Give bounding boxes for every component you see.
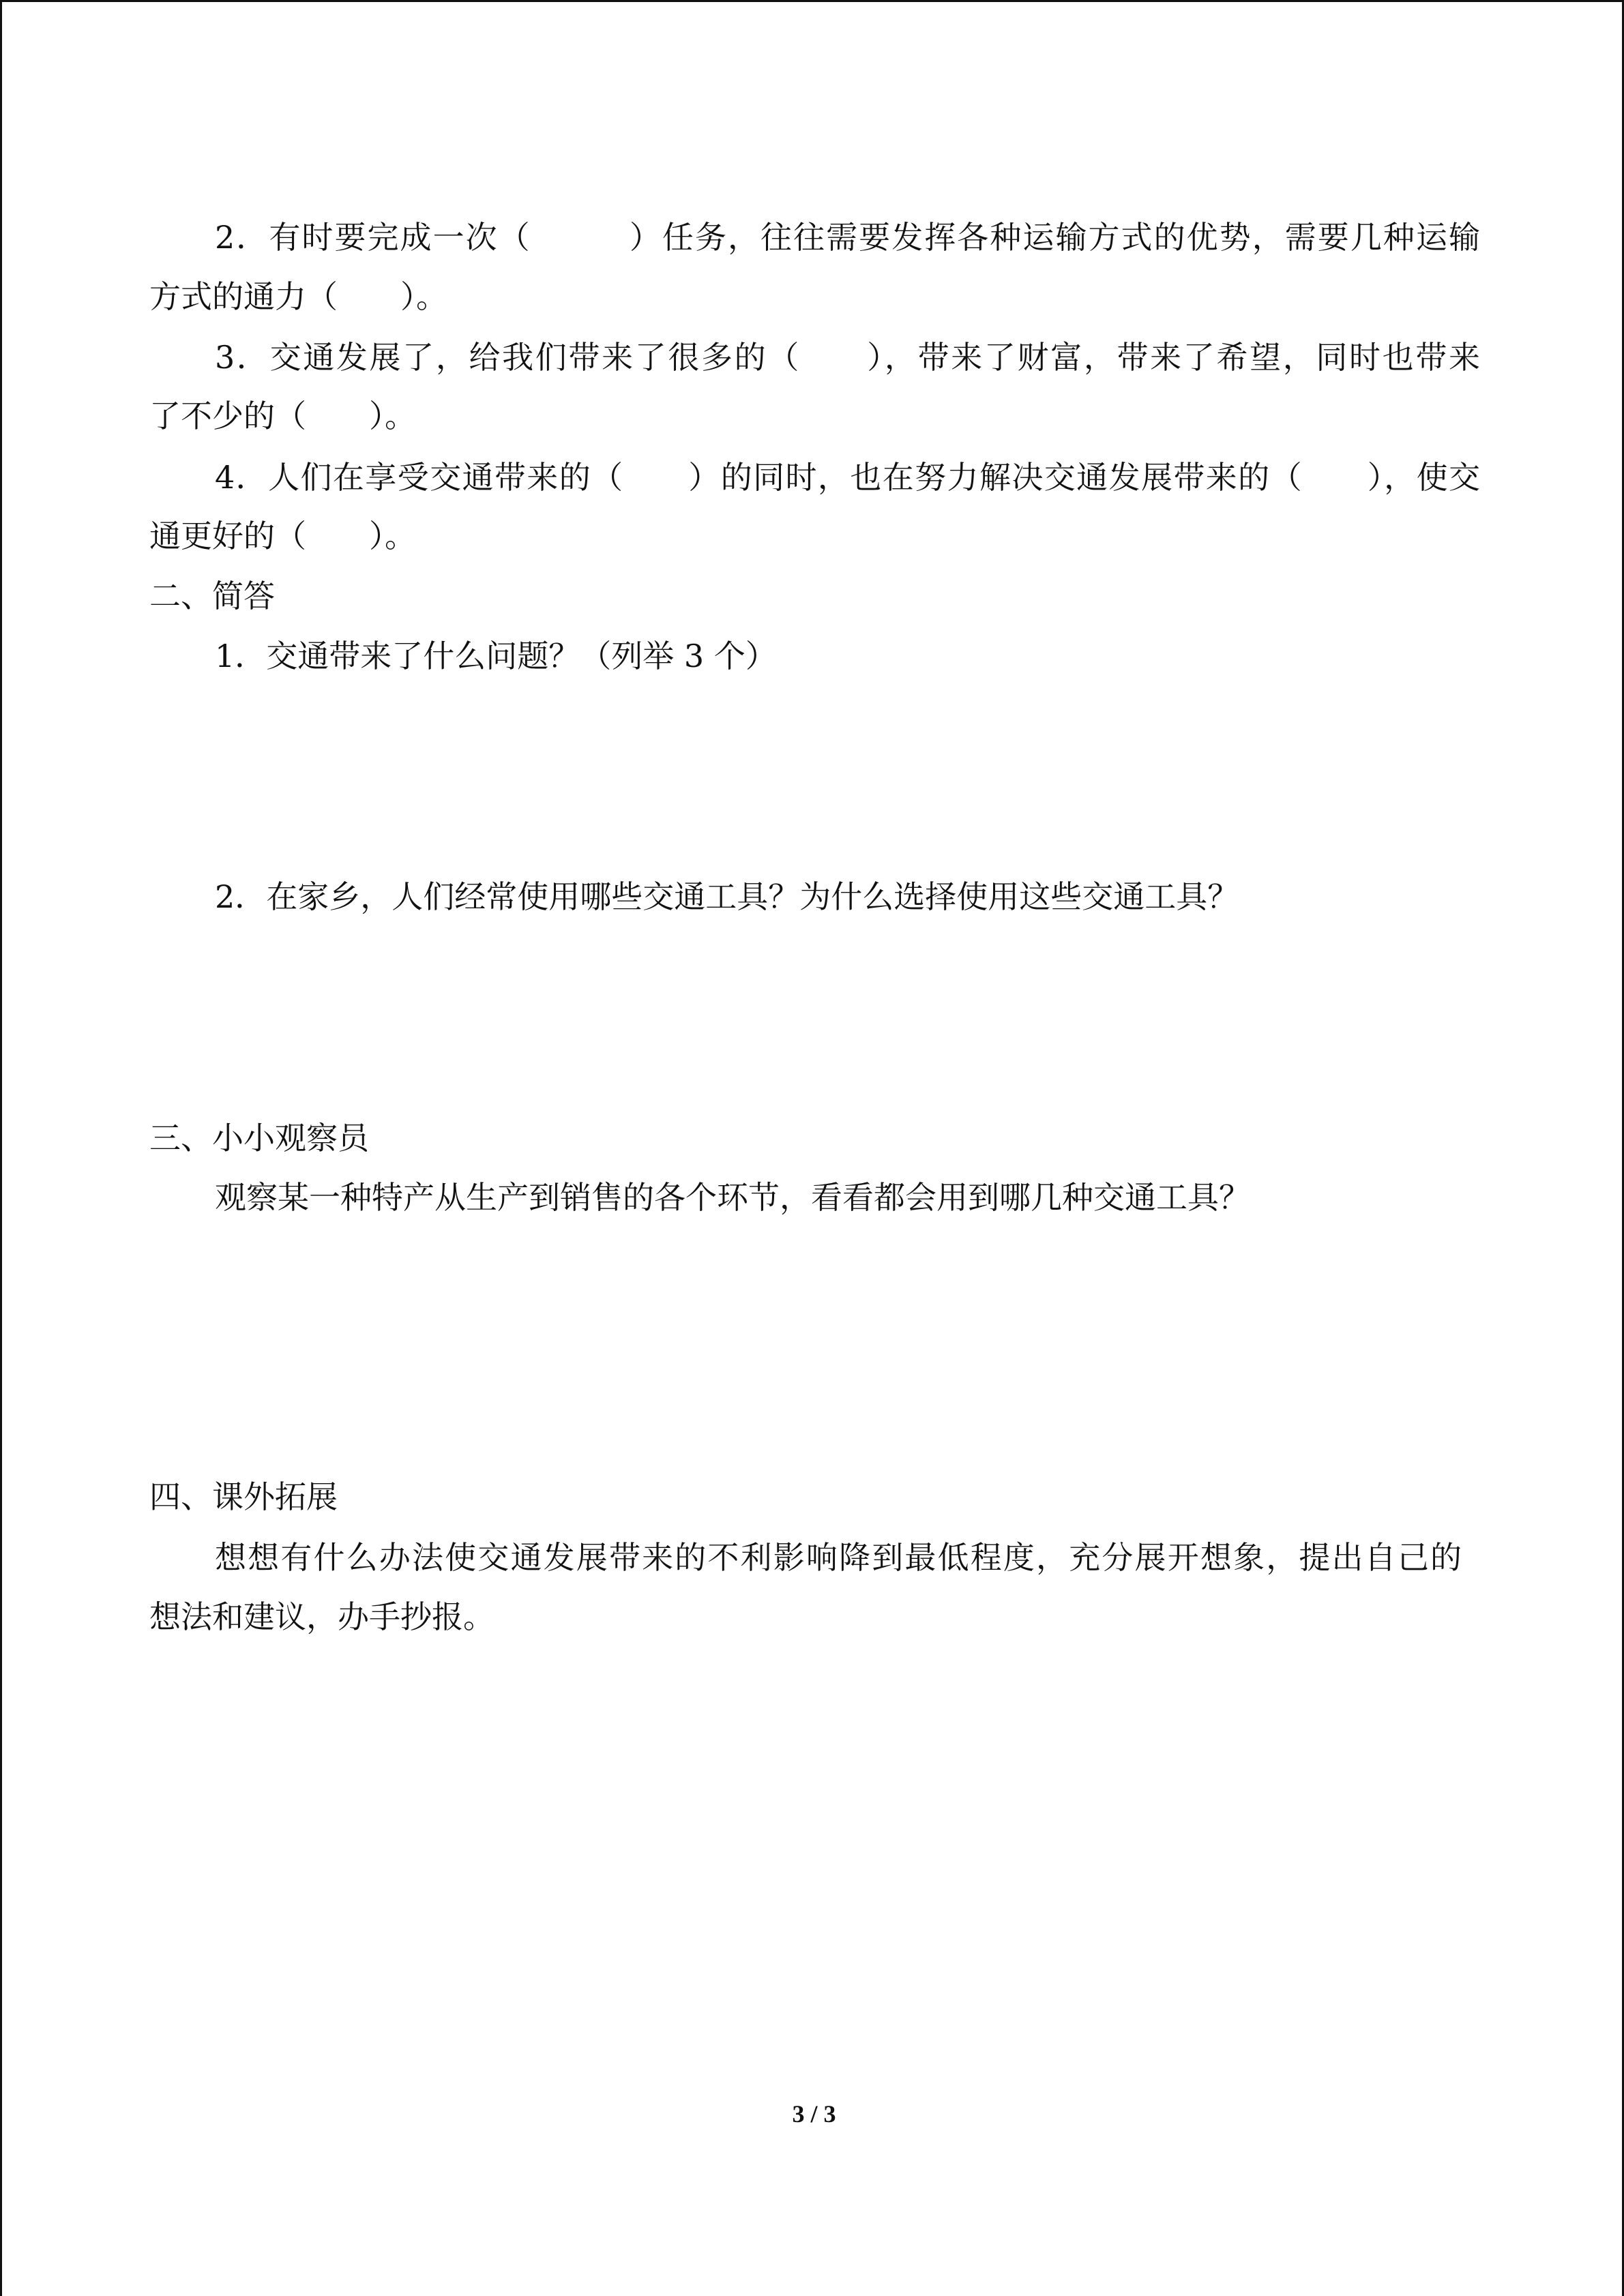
section-heading-short-answer: 二、简答 [149, 578, 275, 614]
fill-blank-q3-line2: 了不少的（ ）。 [149, 398, 416, 434]
fill-blank-q2-line1: 2．有时要完成一次（ ）任务，往往需要发挥各种运输方式的优势，需要几种运输 [215, 219, 1480, 256]
page-number: 3 / 3 [792, 2100, 836, 2128]
section-heading-extension: 四、课外拓展 [149, 1478, 338, 1515]
fill-blank-q4-line1: 4．人们在享受交通带来的（ ）的同时，也在努力解决交通发展带来的（ ），使交 [215, 459, 1480, 496]
extension-prompt-line1: 想想有什么办法使交通发展带来的不利影响降到最低程度，充分展开想象，提出自己的 [215, 1539, 1462, 1576]
fill-blank-q2-line2: 方式的通力（ ）。 [149, 278, 447, 315]
section-heading-observer: 三、小小观察员 [149, 1120, 369, 1157]
fill-blank-q4-line2: 通更好的（ ）。 [149, 518, 416, 554]
extension-prompt-line2: 想法和建议，办手抄报。 [149, 1598, 494, 1635]
observer-prompt: 观察某一种特产从生产到销售的各个环节，看看都会用到哪几种交通工具？ [215, 1179, 1250, 1216]
short-answer-q2: 2．在家乡，人们经常使用哪些交通工具？为什么选择使用这些交通工具？ [215, 878, 1239, 915]
short-answer-q1: 1．交通带来了什么问题？（列举 3 个） [215, 638, 777, 674]
fill-blank-q3-line1: 3．交通发展了，给我们带来了很多的（ ），带来了财富，带来了希望，同时也带来 [215, 339, 1480, 376]
